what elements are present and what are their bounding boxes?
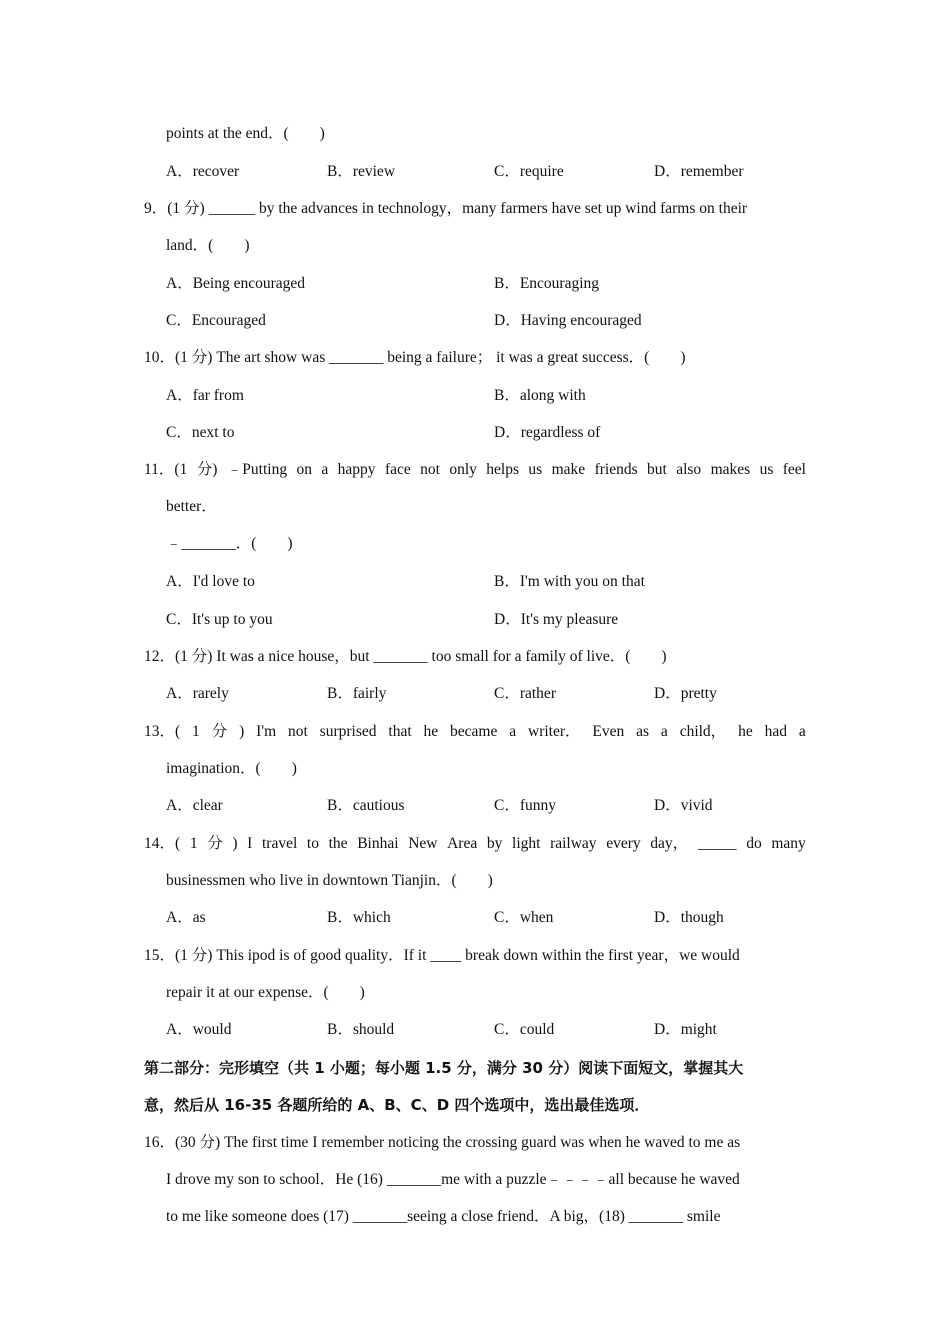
q13-text bbox=[144, 722, 806, 742]
word: 1 bbox=[192, 723, 200, 740]
q11-option-a: A．I'd love to bbox=[166, 573, 255, 590]
q16-text-line2: I drove my son to school．He (16) _______me with a puzzle﹣﹣﹣﹣all because he waved bbox=[166, 1171, 740, 1188]
word: friends bbox=[594, 461, 638, 478]
word: as bbox=[636, 723, 650, 740]
word: not bbox=[288, 723, 308, 740]
q11-text bbox=[144, 460, 806, 480]
word: the bbox=[328, 835, 348, 852]
word: 分 bbox=[207, 835, 223, 852]
q12-option-d: D．pretty bbox=[654, 685, 717, 702]
q14-text-cont: businessmen who live in downtown Tianjin．( ) bbox=[166, 872, 493, 889]
part2-heading-cont: 意，然后从 16-35 各题所给的 A、B、C、D 四个选项中，选出最佳选项． bbox=[144, 1096, 650, 1114]
q14-option-c: C．when bbox=[494, 909, 554, 926]
word: railway bbox=[550, 835, 597, 852]
word: became bbox=[450, 723, 498, 740]
q12-option-a: A．rarely bbox=[166, 685, 229, 702]
word: writer． bbox=[528, 723, 581, 740]
q12-text: 12．(1 分) It was a nice house，but _______ too small for a family of live．( ) bbox=[144, 648, 667, 665]
q11-text-cont: better． bbox=[166, 498, 217, 515]
q8-option-b: B．review bbox=[327, 163, 396, 180]
word: 分 bbox=[211, 723, 228, 740]
word: us bbox=[759, 461, 774, 478]
word: I'm bbox=[256, 723, 277, 740]
word: ) bbox=[232, 835, 238, 852]
word: to bbox=[306, 835, 319, 852]
part2-heading: 第二部分：完形填空（共 1 小题；每小题 1.5 分，满分 30 分）阅读下面短文，掌握其大 bbox=[144, 1059, 744, 1077]
q12-option-c: C．rather bbox=[494, 685, 556, 702]
word: 14．( bbox=[144, 835, 181, 852]
q9-text-cont: land．( ) bbox=[166, 237, 250, 254]
q15-text: 15．(1 分) This ipod is of good quality．If it ____ break down within the first year，we would bbox=[144, 947, 740, 964]
q10-option-d: D．regardless of bbox=[494, 424, 601, 441]
q11-reply: ﹣_______．( ) bbox=[166, 535, 293, 552]
word: happy bbox=[337, 461, 376, 478]
word: day， bbox=[650, 835, 689, 852]
q16-text-line3: to me like someone does (17) _______seeing a close friend．A big，(18) _______ smile bbox=[166, 1208, 721, 1225]
q9-text: 9．(1 分) ______ by the advances in technology，many farmers have set up wind farms on their bbox=[144, 200, 748, 217]
word: 分) bbox=[196, 461, 218, 478]
word: a bbox=[660, 723, 668, 740]
word: light bbox=[512, 835, 541, 852]
q14-option-b: B．which bbox=[327, 909, 391, 926]
word: Even bbox=[592, 723, 625, 740]
q13-option-a: A．clear bbox=[166, 797, 223, 814]
word: he bbox=[423, 723, 439, 740]
word: had bbox=[764, 723, 787, 740]
word: ) bbox=[239, 723, 245, 740]
q13-option-b: B．cautious bbox=[327, 797, 405, 814]
q11-option-b: B．I'm with you on that bbox=[494, 573, 645, 590]
word: us bbox=[528, 461, 543, 478]
q14-text bbox=[144, 834, 806, 854]
word: travel bbox=[261, 835, 298, 852]
word: only bbox=[449, 461, 477, 478]
q14-option-a: A．as bbox=[166, 909, 206, 926]
q10-text: 10．(1 分) The art show was _______ being a failure； it was a great success．( ) bbox=[144, 349, 686, 366]
q12-option-b: B．fairly bbox=[327, 685, 387, 702]
word: by bbox=[486, 835, 503, 852]
word: surprised bbox=[319, 723, 377, 740]
word: 13．( bbox=[144, 723, 181, 740]
q16-text: 16．(30 分) The first time I remember noticing the crossing guard was when he waved to me as bbox=[144, 1134, 741, 1151]
word: not bbox=[420, 461, 440, 478]
q8-text: points at the end．( ) bbox=[166, 125, 325, 142]
word: Binhai bbox=[357, 835, 399, 852]
q9-option-a: A．Being encouraged bbox=[166, 275, 306, 292]
word: child， bbox=[679, 723, 727, 740]
q13-text-cont: imagination．( ) bbox=[166, 760, 297, 777]
q8-option-c: C．require bbox=[494, 163, 564, 180]
word: also bbox=[676, 461, 702, 478]
word: make bbox=[551, 461, 586, 478]
word: makes bbox=[710, 461, 751, 478]
word: ﹣Putting bbox=[226, 461, 288, 478]
q15-option-a: A．would bbox=[166, 1021, 232, 1038]
word: on bbox=[296, 461, 312, 478]
word: many bbox=[771, 835, 806, 852]
word: do bbox=[746, 835, 762, 852]
q9-option-b: B．Encouraging bbox=[494, 275, 600, 292]
q13-option-d: D．vivid bbox=[654, 797, 713, 814]
q10-option-c: C．next to bbox=[166, 424, 235, 441]
word: that bbox=[388, 723, 412, 740]
word: _____ bbox=[697, 835, 737, 852]
q11-option-c: C．It's up to you bbox=[166, 611, 273, 628]
q11-option-d: D．It's my pleasure bbox=[494, 611, 619, 628]
word: but bbox=[647, 461, 667, 478]
word: 1 bbox=[189, 835, 198, 852]
q15-text-cont: repair it at our expense．( ) bbox=[166, 984, 365, 1001]
q8-option-d: D．remember bbox=[654, 163, 744, 180]
word: feel bbox=[782, 461, 806, 478]
word: a bbox=[798, 723, 806, 740]
q10-option-b: B．along with bbox=[494, 387, 586, 404]
word: a bbox=[321, 461, 329, 478]
word: every bbox=[606, 835, 641, 852]
q10-option-a: A．far from bbox=[166, 387, 244, 404]
q14-option-d: D．though bbox=[654, 909, 724, 926]
word: 11．(1 bbox=[144, 461, 188, 478]
word: New bbox=[408, 835, 438, 852]
word: helps bbox=[486, 461, 520, 478]
word: a bbox=[509, 723, 517, 740]
word: Area bbox=[447, 835, 478, 852]
word: I bbox=[247, 835, 253, 852]
q15-option-d: D．might bbox=[654, 1021, 717, 1038]
q9-option-d: D．Having encouraged bbox=[494, 312, 642, 329]
q13-option-c: C．funny bbox=[494, 797, 557, 814]
q15-option-b: B．should bbox=[327, 1021, 395, 1038]
word: face bbox=[384, 461, 411, 478]
q15-option-c: C．could bbox=[494, 1021, 555, 1038]
word: he bbox=[738, 723, 753, 740]
q8-option-a: A．recover bbox=[166, 163, 240, 180]
q9-option-c: C．Encouraged bbox=[166, 312, 266, 329]
